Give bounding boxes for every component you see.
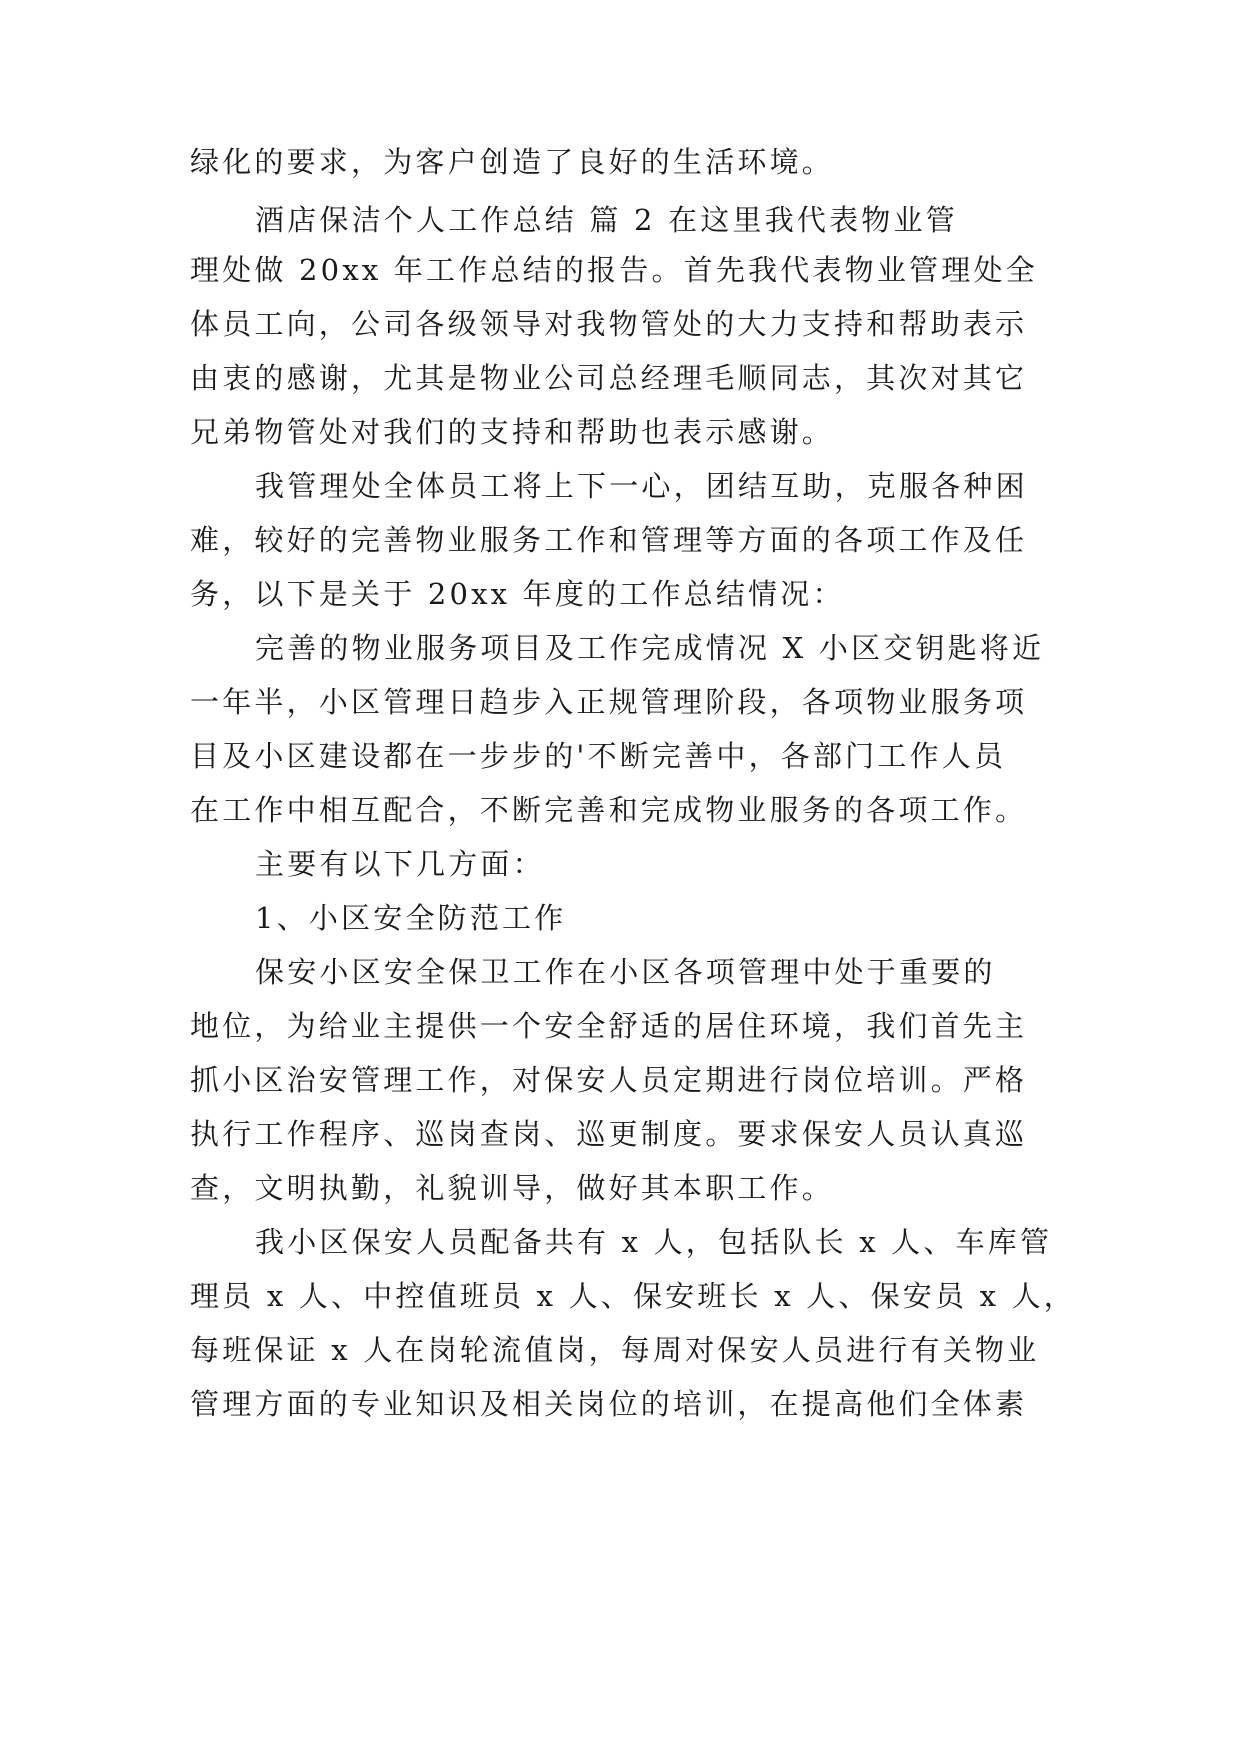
- section-heading-line: 酒店保洁个人工作总结 篇 2 在这里我代表物业管: [255, 203, 958, 237]
- text-line: 务，以下是关于 20xx 年度的工作总结情况：: [190, 577, 845, 611]
- paragraph-start-line: 我管理处全体员工将上下一心，团结互助，克服各种困: [255, 469, 1028, 503]
- paragraph-start-line: 保安小区安全保卫工作在小区各项管理中处于重要的: [255, 955, 996, 989]
- paragraph-start-line: 主要有以下几方面：: [255, 847, 545, 881]
- text-line: 管理方面的专业知识及相关岗位的培训，在提高他们全体素: [190, 1387, 1028, 1421]
- paragraph-start-line: 完善的物业服务项目及工作完成情况 X 小区交钥匙将近: [255, 631, 1045, 665]
- text-line: 由衷的感谢，尤其是物业公司总经理毛顺同志，其次对其它: [190, 361, 1028, 395]
- text-line: 理处做 20xx 年工作总结的报告。首先我代表物业管理处全: [190, 253, 1038, 287]
- text-line: 每班保证 x 人在岗轮流值岗，每周对保安人员进行有关物业: [190, 1333, 1040, 1367]
- text-line: 目及小区建设都在一步步的'不断完善中，各部门工作人员: [190, 739, 1007, 773]
- text-line: 抓小区治安管理工作，对保安人员定期进行岗位培训。严格: [190, 1063, 1028, 1097]
- text-line: 理员 x 人、中控值班员 x 人、保安班长 x 人、保安员 x 人，: [190, 1279, 1076, 1313]
- paragraph-start-line: 我小区保安人员配备共有 x 人，包括队长 x 人、车库管: [255, 1225, 1053, 1259]
- text-line: 兄弟物管处对我们的支持和帮助也表示感谢。: [190, 415, 835, 449]
- text-line: 难，较好的完善物业服务工作和管理等方面的各项工作及任: [190, 523, 1028, 557]
- text-line: 在工作中相互配合，不断完善和完成物业服务的各项工作。: [190, 793, 1028, 827]
- subheading-line: 1、小区安全防范工作: [255, 901, 567, 935]
- text-line: 一年半，小区管理日趋步入正规管理阶段，各项物业服务项: [190, 685, 1028, 719]
- text-line: 绿化的要求，为客户创造了良好的生活环境。: [190, 145, 835, 179]
- text-line: 执行工作程序、巡岗查岗、巡更制度。要求保安人员认真巡: [190, 1117, 1028, 1151]
- text-line: 查，文明执勤，礼貌训导，做好其本职工作。: [190, 1171, 835, 1205]
- text-line: 地位，为给业主提供一个安全舒适的居住环境，我们首先主: [190, 1009, 1028, 1043]
- text-line: 体员工向，公司各级领导对我物管处的大力支持和帮助表示: [190, 307, 1028, 341]
